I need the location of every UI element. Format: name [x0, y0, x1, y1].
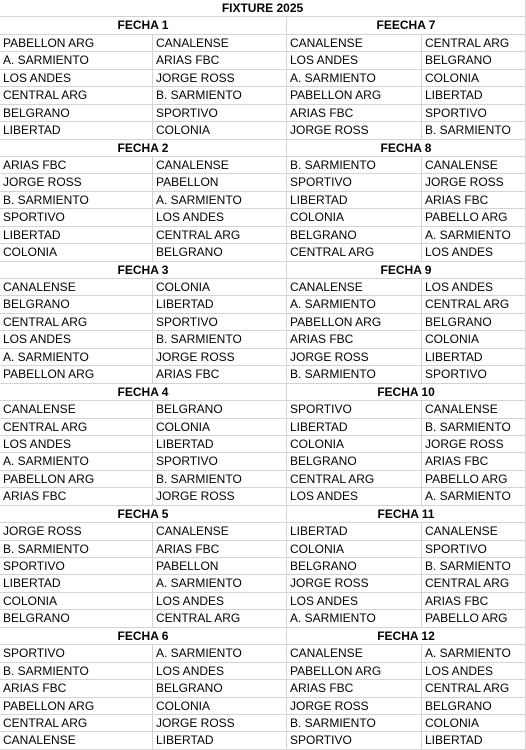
match-away-team[interactable]: CENTRAL ARG — [153, 610, 287, 627]
match-home-team[interactable]: COLONIA — [287, 209, 422, 226]
fecha-header[interactable]: FECHA 5 — [0, 506, 287, 523]
match-home-team[interactable]: PABELLON ARG — [287, 663, 422, 680]
match-home-team[interactable]: ARIAS FBC — [0, 488, 153, 505]
match-away-team[interactable]: B. SARMIENTO — [153, 331, 287, 348]
match-away-team[interactable]: CENTRAL ARG — [422, 680, 526, 697]
match-away-team[interactable]: B. SARMIENTO — [153, 87, 287, 104]
fecha-header[interactable]: FECHA 12 — [287, 628, 526, 645]
match-away-team[interactable]: PABELLO ARG — [422, 610, 526, 627]
match-home-team[interactable]: PABELLON ARG — [0, 698, 153, 715]
match-home-team[interactable]: BELGRANO — [287, 453, 422, 470]
match-away-team[interactable]: CANALENSE — [153, 35, 287, 52]
match-home-team[interactable]: LOS ANDES — [287, 488, 422, 505]
match-home-team[interactable]: LIBERTAD — [0, 122, 153, 139]
fecha-header[interactable]: FECHA 1 — [0, 17, 287, 34]
match-home-team[interactable]: COLONIA — [287, 541, 422, 558]
match-away-team[interactable]: A. SARMIENTO — [422, 645, 526, 662]
match-home-team[interactable]: PABELLON ARG — [287, 314, 422, 331]
match-away-team[interactable]: CANALENSE — [153, 157, 287, 174]
match-home-team[interactable]: SPORTIVO — [287, 174, 422, 191]
match-home-team[interactable]: A. SARMIENTO — [287, 296, 422, 313]
match-home-team[interactable]: CANALENSE — [287, 35, 422, 52]
match-away-team[interactable]: LOS ANDES — [422, 663, 526, 680]
match-home-team[interactable]: LOS ANDES — [0, 70, 153, 87]
match-home-team[interactable]: CENTRAL ARG — [287, 471, 422, 488]
match-home-team[interactable]: A. SARMIENTO — [287, 70, 422, 87]
match-away-team[interactable]: CENTRAL ARG — [422, 35, 526, 52]
match-home-team[interactable]: A. SARMIENTO — [0, 349, 153, 366]
match-home-team[interactable]: CANALENSE — [287, 645, 422, 662]
match-home-team[interactable]: CANALENSE — [287, 279, 422, 296]
match-away-team[interactable]: ARIAS FBC — [153, 541, 287, 558]
match-away-team[interactable]: ARIAS FBC — [422, 593, 526, 610]
match-away-team[interactable]: COLONIA — [422, 331, 526, 348]
match-away-team[interactable]: JORGE ROSS — [153, 488, 287, 505]
match-home-team[interactable]: ARIAS FBC — [0, 680, 153, 697]
match-away-team[interactable]: LOS ANDES — [422, 279, 526, 296]
match-away-team[interactable]: BELGRANO — [153, 680, 287, 697]
match-away-team[interactable]: B. SARMIENTO — [422, 558, 526, 575]
match-home-team[interactable]: LOS ANDES — [287, 52, 422, 69]
fecha-header[interactable]: FECHA 3 — [0, 262, 287, 279]
match-home-team[interactable]: SPORTIVO — [287, 732, 422, 749]
match-home-team[interactable]: JORGE ROSS — [0, 523, 153, 540]
match-home-team[interactable]: LOS ANDES — [287, 593, 422, 610]
match-away-team[interactable]: ARIAS FBC — [153, 52, 287, 69]
match-away-team[interactable]: CANALENSE — [422, 157, 526, 174]
match-home-team[interactable]: BELGRANO — [0, 105, 153, 122]
match-away-team[interactable]: CENTRAL ARG — [422, 575, 526, 592]
match-away-team[interactable]: PABELLON — [153, 174, 287, 191]
match-away-team[interactable]: COLONIA — [153, 122, 287, 139]
match-away-team[interactable]: PABELLO ARG — [422, 471, 526, 488]
fecha-header[interactable]: FEECHA 7 — [287, 17, 526, 34]
match-home-team[interactable]: COLONIA — [0, 593, 153, 610]
match-away-team[interactable]: COLONIA — [153, 698, 287, 715]
match-home-team[interactable]: PABELLON ARG — [0, 471, 153, 488]
match-home-team[interactable]: LIBERTAD — [0, 227, 153, 244]
fecha-header[interactable]: FECHA 9 — [287, 262, 526, 279]
match-home-team[interactable]: B. SARMIENTO — [0, 541, 153, 558]
match-home-team[interactable]: JORGE ROSS — [287, 122, 422, 139]
match-home-team[interactable]: PABELLON ARG — [0, 366, 153, 383]
match-away-team[interactable]: LIBERTAD — [422, 349, 526, 366]
match-away-team[interactable]: B. SARMIENTO — [422, 419, 526, 436]
match-away-team[interactable]: A. SARMIENTO — [153, 645, 287, 662]
match-home-team[interactable]: B. SARMIENTO — [287, 157, 422, 174]
match-away-team[interactable]: LIBERTAD — [153, 296, 287, 313]
match-home-team[interactable]: ARIAS FBC — [287, 105, 422, 122]
match-home-team[interactable]: B. SARMIENTO — [0, 192, 153, 209]
match-home-team[interactable]: PABELLON ARG — [0, 35, 153, 52]
match-home-team[interactable]: CENTRAL ARG — [0, 314, 153, 331]
match-home-team[interactable]: BELGRANO — [0, 296, 153, 313]
match-away-team[interactable]: BELGRANO — [153, 244, 287, 261]
match-away-team[interactable]: LIBERTAD — [422, 732, 526, 749]
match-away-team[interactable]: CENTRAL ARG — [153, 227, 287, 244]
fecha-header[interactable]: FECHA 10 — [287, 384, 526, 401]
match-home-team[interactable]: B. SARMIENTO — [287, 715, 422, 732]
match-home-team[interactable]: LIBERTAD — [287, 192, 422, 209]
match-away-team[interactable]: SPORTIVO — [422, 541, 526, 558]
match-home-team[interactable]: CENTRAL ARG — [0, 715, 153, 732]
match-away-team[interactable]: SPORTIVO — [153, 105, 287, 122]
match-away-team[interactable]: BELGRANO — [153, 401, 287, 418]
match-away-team[interactable]: A. SARMIENTO — [422, 227, 526, 244]
match-away-team[interactable]: COLONIA — [422, 715, 526, 732]
match-away-team[interactable]: BELGRANO — [422, 314, 526, 331]
match-away-team[interactable]: A. SARMIENTO — [422, 488, 526, 505]
sheet-title[interactable]: FIXTURE 2025 — [0, 0, 526, 17]
fecha-header[interactable]: FECHA 6 — [0, 628, 287, 645]
match-home-team[interactable]: PABELLON ARG — [287, 87, 422, 104]
match-away-team[interactable]: BELGRANO — [422, 52, 526, 69]
match-away-team[interactable]: COLONIA — [153, 279, 287, 296]
match-away-team[interactable]: PABELLO ARG — [422, 209, 526, 226]
match-home-team[interactable]: CENTRAL ARG — [0, 419, 153, 436]
match-home-team[interactable]: BELGRANO — [287, 227, 422, 244]
match-home-team[interactable]: SPORTIVO — [0, 209, 153, 226]
match-home-team[interactable]: A. SARMIENTO — [0, 52, 153, 69]
match-home-team[interactable]: COLONIA — [287, 436, 422, 453]
match-away-team[interactable]: LIBERTAD — [153, 436, 287, 453]
match-away-team[interactable]: B. SARMIENTO — [153, 471, 287, 488]
match-home-team[interactable]: LOS ANDES — [0, 331, 153, 348]
match-home-team[interactable]: BELGRANO — [287, 558, 422, 575]
match-home-team[interactable]: A. SARMIENTO — [287, 610, 422, 627]
match-away-team[interactable]: JORGE ROSS — [153, 715, 287, 732]
match-home-team[interactable]: JORGE ROSS — [287, 575, 422, 592]
match-away-team[interactable]: PABELLON — [153, 558, 287, 575]
match-home-team[interactable]: JORGE ROSS — [287, 698, 422, 715]
match-home-team[interactable]: JORGE ROSS — [0, 174, 153, 191]
match-home-team[interactable]: CANALENSE — [0, 401, 153, 418]
match-away-team[interactable]: A. SARMIENTO — [153, 192, 287, 209]
match-away-team[interactable]: LOS ANDES — [422, 244, 526, 261]
match-home-team[interactable]: SPORTIVO — [287, 401, 422, 418]
match-home-team[interactable]: LIBERTAD — [287, 419, 422, 436]
match-away-team[interactable]: SPORTIVO — [422, 366, 526, 383]
match-home-team[interactable]: SPORTIVO — [0, 645, 153, 662]
match-away-team[interactable]: JORGE ROSS — [422, 436, 526, 453]
match-away-team[interactable]: B. SARMIENTO — [422, 122, 526, 139]
match-home-team[interactable]: CENTRAL ARG — [287, 244, 422, 261]
fecha-header[interactable]: FECHA 4 — [0, 384, 287, 401]
match-home-team[interactable]: CENTRAL ARG — [0, 87, 153, 104]
match-home-team[interactable]: A. SARMIENTO — [0, 453, 153, 470]
match-away-team[interactable]: LOS ANDES — [153, 593, 287, 610]
match-away-team[interactable]: ARIAS FBC — [422, 192, 526, 209]
match-away-team[interactable]: JORGE ROSS — [153, 70, 287, 87]
match-away-team[interactable]: CANALENSE — [153, 523, 287, 540]
match-home-team[interactable]: ARIAS FBC — [287, 680, 422, 697]
fecha-header[interactable]: FECHA 11 — [287, 506, 526, 523]
match-home-team[interactable]: LIBERTAD — [0, 575, 153, 592]
match-home-team[interactable]: LOS ANDES — [0, 436, 153, 453]
match-away-team[interactable]: CANALENSE — [422, 401, 526, 418]
match-away-team[interactable]: JORGE ROSS — [153, 349, 287, 366]
match-away-team[interactable]: SPORTIVO — [153, 453, 287, 470]
match-home-team[interactable]: ARIAS FBC — [0, 157, 153, 174]
match-home-team[interactable]: JORGE ROSS — [287, 349, 422, 366]
match-home-team[interactable]: CANALENSE — [0, 732, 153, 749]
match-home-team[interactable]: BELGRANO — [0, 610, 153, 627]
match-away-team[interactable]: LOS ANDES — [153, 209, 287, 226]
match-away-team[interactable]: SPORTIVO — [153, 314, 287, 331]
match-away-team[interactable]: ARIAS FBC — [153, 366, 287, 383]
match-away-team[interactable]: LIBERTAD — [153, 732, 287, 749]
match-away-team[interactable]: COLONIA — [153, 419, 287, 436]
match-home-team[interactable]: B. SARMIENTO — [0, 663, 153, 680]
match-away-team[interactable]: LIBERTAD — [422, 87, 526, 104]
match-home-team[interactable]: SPORTIVO — [0, 558, 153, 575]
match-away-team[interactable]: LOS ANDES — [153, 663, 287, 680]
match-home-team[interactable]: B. SARMIENTO — [287, 366, 422, 383]
match-home-team[interactable]: CANALENSE — [0, 279, 153, 296]
match-away-team[interactable]: SPORTIVO — [422, 105, 526, 122]
match-away-team[interactable]: CENTRAL ARG — [422, 296, 526, 313]
match-away-team[interactable]: ARIAS FBC — [422, 453, 526, 470]
fecha-header[interactable]: FECHA 8 — [287, 140, 526, 157]
fecha-header[interactable]: FECHA 2 — [0, 140, 287, 157]
match-away-team[interactable]: JORGE ROSS — [422, 174, 526, 191]
match-home-team[interactable]: ARIAS FBC — [287, 331, 422, 348]
match-away-team[interactable]: CANALENSE — [422, 523, 526, 540]
match-away-team[interactable]: COLONIA — [422, 70, 526, 87]
match-away-team[interactable]: BELGRANO — [422, 698, 526, 715]
match-away-team[interactable]: A. SARMIENTO — [153, 575, 287, 592]
match-home-team[interactable]: LIBERTAD — [287, 523, 422, 540]
match-home-team[interactable]: COLONIA — [0, 244, 153, 261]
